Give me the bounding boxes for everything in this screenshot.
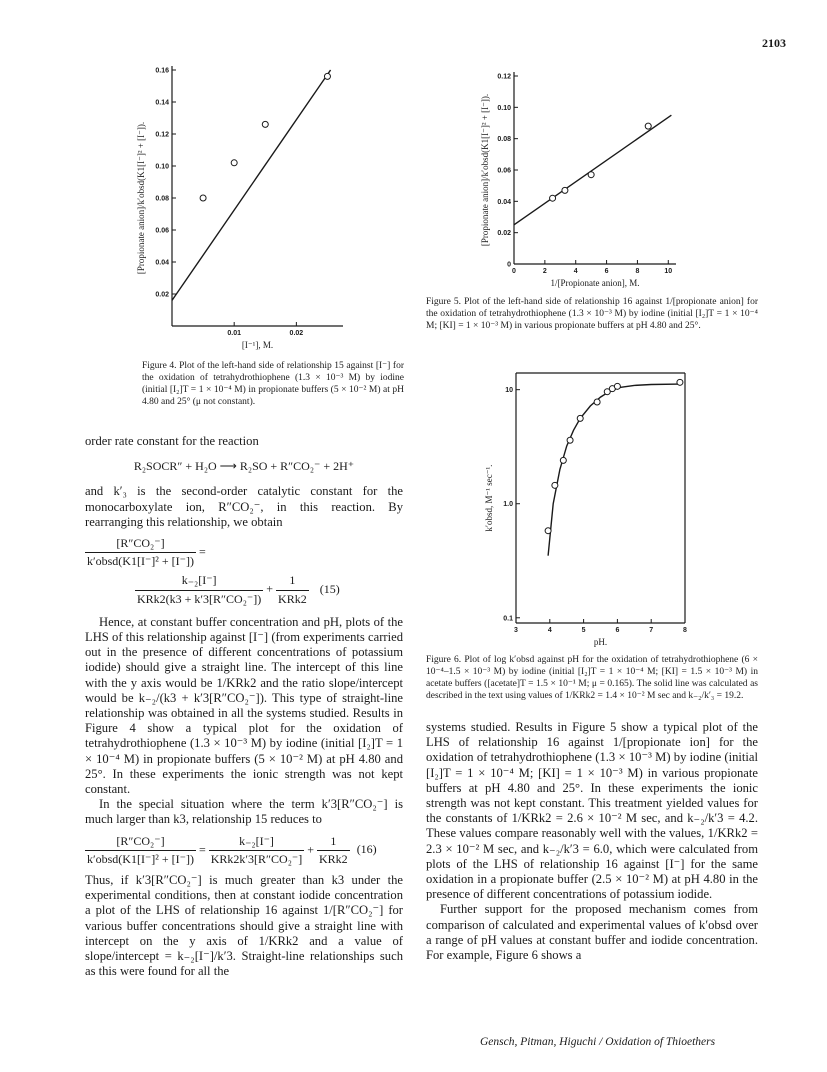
figure-6-plot (484, 373, 687, 647)
eq16-lhs-denominator: k′obsd(K1[I⁻]² + [I⁻]) (87, 851, 194, 866)
figure-4-caption: Figure 4. Plot of the left-hand side of relationship 15 against [I⁻] for the oxidation of tetrahydrothiophene (1.3 × 10⁻³ M) by iodine (initial [I₂]T = 1 × 10⁻⁴ M) in propionate buffers (5 × 10⁻² M) at pH 4.80 and 25° (μ not constant). (142, 361, 404, 407)
left-column (85, 434, 403, 980)
y-tick-label: 0.06 (497, 167, 511, 175)
left-paragraph-2: and k′₃ is the second-order catalytic constant for the monocarboxylate ion, R″CO₂⁻, in this reaction. By rearranging this relationship, we obtain (85, 484, 403, 529)
y-tick-label: 0.10 (155, 163, 169, 171)
x-tick-label: 6 (615, 627, 620, 634)
fit-line (514, 115, 671, 225)
x-tick-label: 8 (683, 627, 687, 634)
y-tick-label: 0.14 (155, 99, 169, 107)
data-point (562, 187, 568, 193)
x-tick-label: 2 (542, 268, 547, 275)
equation-15-rhs: $\frac{\text{k₋₂[I⁻]}}{\text{KRk2(k3 + k′3[R″CO₂⁻])}}$ + $\frac{1}{\text{KRk2}}$ (15) (137, 573, 340, 606)
y-tick-label: 0.12 (497, 73, 511, 81)
data-point (594, 399, 600, 405)
eq15-rhs2-numerator: 1 (276, 573, 309, 590)
right-paragraph-1: systems studied. Results in Figure 5 show a typical plot of the LHS of relationship 16 against 1/[propionate ion] for the oxidation of tetrahydrothiophene (1.3 × 10⁻³ M) by iodine (initial [I₂]T = 1 × 10⁻⁴ M; [KI] = 1 × 10⁻³ M) in various propionate buffers at pH 4.80 and 25°. In these experiments the ionic strength was not kept constant. This treatment yielded values for the constants of 1/KRk2 = 2.6 × 10⁻² M sec, and k₋₂/k′3 = 4.2. These values compare reasonably well with the values, 1/KRk2 = 2.3 × 10⁻² M sec, and k₋₂/k′3 = 6.0, which were calculated from plots of the LHS of relationship 16 against [I⁻] for the same oxidation in a propionate buffer (2.5 × 10⁻² M) at pH 4.80 in the presence of different concentrations of potassium iodide. (426, 720, 758, 902)
data-point (200, 195, 206, 201)
x-axis-label: pH. (593, 637, 608, 647)
equation-16: $\frac{\text{[R″CO₂⁻]}}{\text{k′obsd(K1[I⁻]² + [I⁻])}}$ = $\frac{\text{k₋₂[I⁻]}}{\text{KRk2k′3[R″CO₂⁻]}}$ + $\frac{1}{\text{KRk2}}$ (16) (87, 833, 377, 866)
y-tick-label: 0.08 (155, 195, 169, 203)
data-point (577, 415, 583, 421)
left-paragraph-1: order rate constant for the reaction (85, 434, 259, 448)
x-tick-label: 6 (604, 268, 609, 275)
data-point (677, 379, 683, 385)
y-tick-label: 0.04 (155, 259, 169, 267)
y-tick-label: 0 (507, 261, 511, 269)
data-point (645, 123, 651, 129)
y-tick-label: 0.1 (503, 615, 513, 623)
right-column (426, 720, 758, 963)
data-point (567, 437, 573, 443)
figure-5-caption: Figure 5. Plot of the left-hand side of relationship 16 against 1/[propionate anion] for the oxidation of tetrahydrothiophene (1.3 × 10⁻³ M) by iodine (initial [I₂]T = 1 × 10⁻⁴ M; [KI] = 1 × 10⁻³ M) in various propionate buffers at pH 4.80 and 25°. (426, 297, 758, 331)
x-tick-label: 4 (573, 268, 578, 275)
left-paragraph-3: Hence, at constant buffer concentration and pH, plots of the LHS of this relationship against [I⁻] (from experiments carried out in the presence of different concentrations of potassium iodide) should give a straight line. The intercept of this line with the y axis would be 1/KRk2 and the ratio slope/intercept would be k₋₂/(k3 + k′3[R″CO₂⁻]). This type of straight-line relationship was obtained in all the systems studied. Results in Figure 4 show a typical plot for the oxidation of tetrahydrothiophene (1.3 × 10⁻³ M) by iodine (initial [I₂]T = 1 × 10⁻⁴ M) in propionate buffers (5 × 10⁻² M) at pH 4.80 and 25°. In these experiments the ionic strength was not kept constant. (85, 614, 403, 797)
x-tick-label: 8 (635, 268, 640, 275)
y-tick-label: 0.16 (155, 67, 169, 75)
y-tick-label: 1.0 (503, 501, 513, 509)
figure-4-chart (128, 58, 378, 356)
data-point (231, 160, 237, 166)
y-tick-label: 0.06 (155, 227, 169, 235)
x-tick-label: 5 (581, 627, 586, 634)
y-tick-label: 0.04 (497, 198, 511, 206)
left-paragraph-5: Thus, if k′3[R″CO₂⁻] is much greater than k3 under the experimental conditions, then at constant iodide concentration a plot of the LHS of relationship 16 against 1/[R″CO₂⁻] for various buffer concentrations should give a straight line with intercept on the y axis of 1/KRk2 and a value of slope/intercept = k₋₂[I⁻]/k′3. Straight-line relationships such as this were found for all the (85, 873, 403, 979)
y-tick-label: 0.10 (497, 104, 511, 112)
figure-6-chart (480, 365, 710, 650)
data-point (552, 482, 558, 488)
eq16-rhs2-numerator: 1 (317, 834, 350, 851)
x-axis-label: 1/[Propionate anion], M. (550, 278, 640, 288)
eq15-rhs1-numerator: k₋₂[I⁻] (135, 573, 263, 590)
x-tick-label: 0 (512, 268, 516, 275)
x-tick-label: 3 (514, 627, 518, 634)
eq15-label: (15) (319, 581, 340, 596)
data-point (324, 73, 330, 79)
x-tick-label: 7 (649, 627, 654, 634)
data-point (262, 121, 268, 127)
figure-6-caption: Figure 6. Plot of log k′obsd against pH for the oxidation of tetrahydrothiophene (6 × 10⁻⁴–1.5 × 10⁻³ M) by iodine (initial [I₂]T = 1 × 10⁻⁴ M; [KI] = 1.5 × 10⁻³ M) in acetate buffers ([acetate]T = 1.5 × 10⁻¹ M; μ = 0.165). The solid line was calculated as described in the text using values of 1/KRk2 = 1.4 × 10⁻² M sec and k₋₂/k′₃ = 19.2. (426, 655, 758, 701)
eq16-lhs-numerator: [R″CO₂⁻] (85, 834, 196, 851)
eq15-rhs2-denominator: KRk2 (278, 591, 307, 606)
figure-5-chart (476, 62, 706, 292)
x-tick-label: 0.01 (227, 330, 241, 337)
data-point (545, 528, 551, 534)
right-paragraph-2: Further support for the proposed mechanism comes from comparison of calculated and experimental values of k′obsd over a range of pH values at constant buffer and iodide concentration. For example, Figure 6 shows a (426, 902, 758, 963)
y-tick-label: 0.08 (497, 136, 511, 144)
reaction-equation: R₂SOCR″ + H₂O ⟶ R₂SO + R″CO₂⁻ + 2H⁺ (133, 459, 355, 474)
eq15-lhs-denominator: k′obsd(K1[I⁻]² + [I⁻]) (87, 554, 194, 569)
y-tick-label: 0.12 (155, 131, 169, 139)
x-tick-label: 0.02 (289, 330, 304, 337)
eq16-rhs2-denominator: KRk2 (319, 851, 348, 866)
y-tick-label: 10 (505, 387, 513, 395)
y-tick-label: 0.02 (497, 230, 511, 238)
x-axis-label: [I⁻¹], M. (241, 340, 274, 350)
data-point (614, 383, 620, 389)
figure-4-plot (136, 66, 343, 350)
eq16-rhs1-numerator: k₋₂[I⁻] (209, 834, 304, 851)
x-tick-label: 4 (547, 627, 552, 634)
data-point (588, 172, 594, 178)
left-paragraph-4: In the special situation where the term k′3[R″CO₂⁻] is much larger than k3, relationship 15 reduces to (85, 797, 403, 827)
y-tick-label: 0.02 (155, 291, 169, 299)
y-axis-label: k′obsd, M⁻¹ sec⁻¹. (484, 464, 494, 532)
equation-15: $\frac{\text{[R″CO₂⁻]}}{\text{k′obsd(K1[I⁻]² + [I⁻])}}$ = (87, 536, 206, 569)
figure-5-plot (480, 72, 676, 288)
eq15-lhs-numerator: [R″CO₂⁻] (85, 536, 196, 553)
data-point (560, 457, 566, 463)
page-number: 2103 (762, 36, 786, 50)
running-footer: Gensch, Pitman, Higuchi / Oxidation of Thioethers (480, 1036, 716, 1048)
eq16-label: (16) (356, 842, 377, 857)
y-axis-label: [Propionate anion]/k′obsd(K1[I⁻]² + [I⁻]). (136, 121, 146, 275)
eq15-rhs1-denominator: KRk2(k3 + k′3[R″CO₂⁻]) (137, 591, 262, 606)
fit-line (172, 70, 331, 300)
x-tick-label: 10 (664, 268, 673, 275)
data-point (550, 195, 556, 201)
y-axis-label: [Propionate anion]/k′obsd(K1[I⁻]² + [I⁻]). (480, 93, 490, 247)
eq16-rhs1-denominator: KRk2k′3[R″CO₂⁻] (210, 851, 303, 866)
calculated-curve (548, 384, 680, 556)
